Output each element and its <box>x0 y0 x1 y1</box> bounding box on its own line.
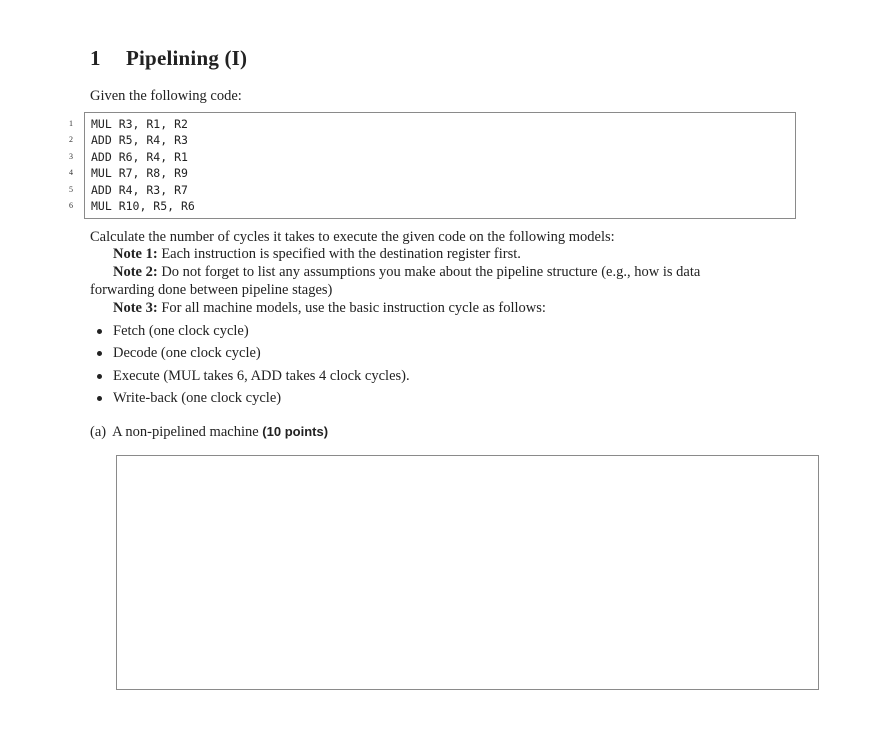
code-line <box>0 182 800 198</box>
code-line <box>0 165 800 181</box>
bullet-icon <box>97 329 102 334</box>
line-number: 3 <box>69 151 73 161</box>
note-2-continuation: forwarding done between pipeline stages) <box>90 282 333 298</box>
answer-box[interactable] <box>116 455 819 690</box>
code-line <box>0 198 800 214</box>
code-text: MUL R7, R8, R9 <box>91 166 188 181</box>
note-1 <box>113 246 521 264</box>
line-number: 4 <box>69 168 73 178</box>
list-item <box>96 368 410 390</box>
part-a-prompt <box>90 424 328 441</box>
section-title-text: Pipelining (I) <box>126 46 248 70</box>
list-item <box>96 323 410 345</box>
note-3 <box>113 300 546 318</box>
code-line <box>0 132 800 148</box>
note-1-label: Note 1: <box>113 246 158 262</box>
bullet-icon <box>97 351 102 356</box>
section-title <box>90 46 247 71</box>
line-number: 5 <box>69 184 73 194</box>
note-3-label: Note 3: <box>113 300 158 316</box>
line-number: 2 <box>69 135 73 145</box>
list-item <box>96 345 410 367</box>
note-2 <box>113 264 700 282</box>
part-a-text: A non-pipelined machine <box>112 424 259 440</box>
line-number: 1 <box>69 119 73 128</box>
bullet-icon <box>97 374 102 379</box>
note-1-text: Each instruction is specified with the destination register first. <box>161 246 521 262</box>
bullet-icon <box>97 396 102 401</box>
code-text: ADD R4, R3, R7 <box>91 182 188 197</box>
code-text: MUL R3, R1, R2 <box>91 117 188 131</box>
question-text: Calculate the number of cycles it takes to execute the given code on the following models: <box>90 229 615 245</box>
code-line <box>0 116 800 132</box>
part-a-label: (a) <box>90 424 107 440</box>
stage-text: Execute (MUL takes 6, ADD takes 4 clock cycles). <box>113 367 410 384</box>
stage-text: Fetch (one clock cycle) <box>113 323 249 339</box>
intro-text: Given the following code: <box>90 88 242 104</box>
stage-text: Decode (one clock cycle) <box>113 345 261 362</box>
stage-list <box>96 323 410 413</box>
note-3-text: For all machine models, use the basic instruction cycle as follows: <box>161 300 546 316</box>
part-a-points: (10 points) <box>262 424 329 439</box>
code-listing <box>0 116 800 214</box>
line-number: 6 <box>69 200 73 210</box>
code-text: MUL R10, R5, R6 <box>91 198 195 213</box>
section-number: 1 <box>90 46 101 70</box>
stage-text: Write-back (one clock cycle) <box>113 390 282 407</box>
list-item <box>96 390 410 412</box>
code-line <box>0 149 800 165</box>
code-text: ADD R5, R4, R3 <box>91 133 188 148</box>
note-2-label: Note 2: <box>113 264 158 280</box>
note-2-text: Do not forget to list any assumptions you make about the pipeline structure (e.g., how is data <box>161 264 701 280</box>
code-text: ADD R6, R4, R1 <box>91 149 188 164</box>
